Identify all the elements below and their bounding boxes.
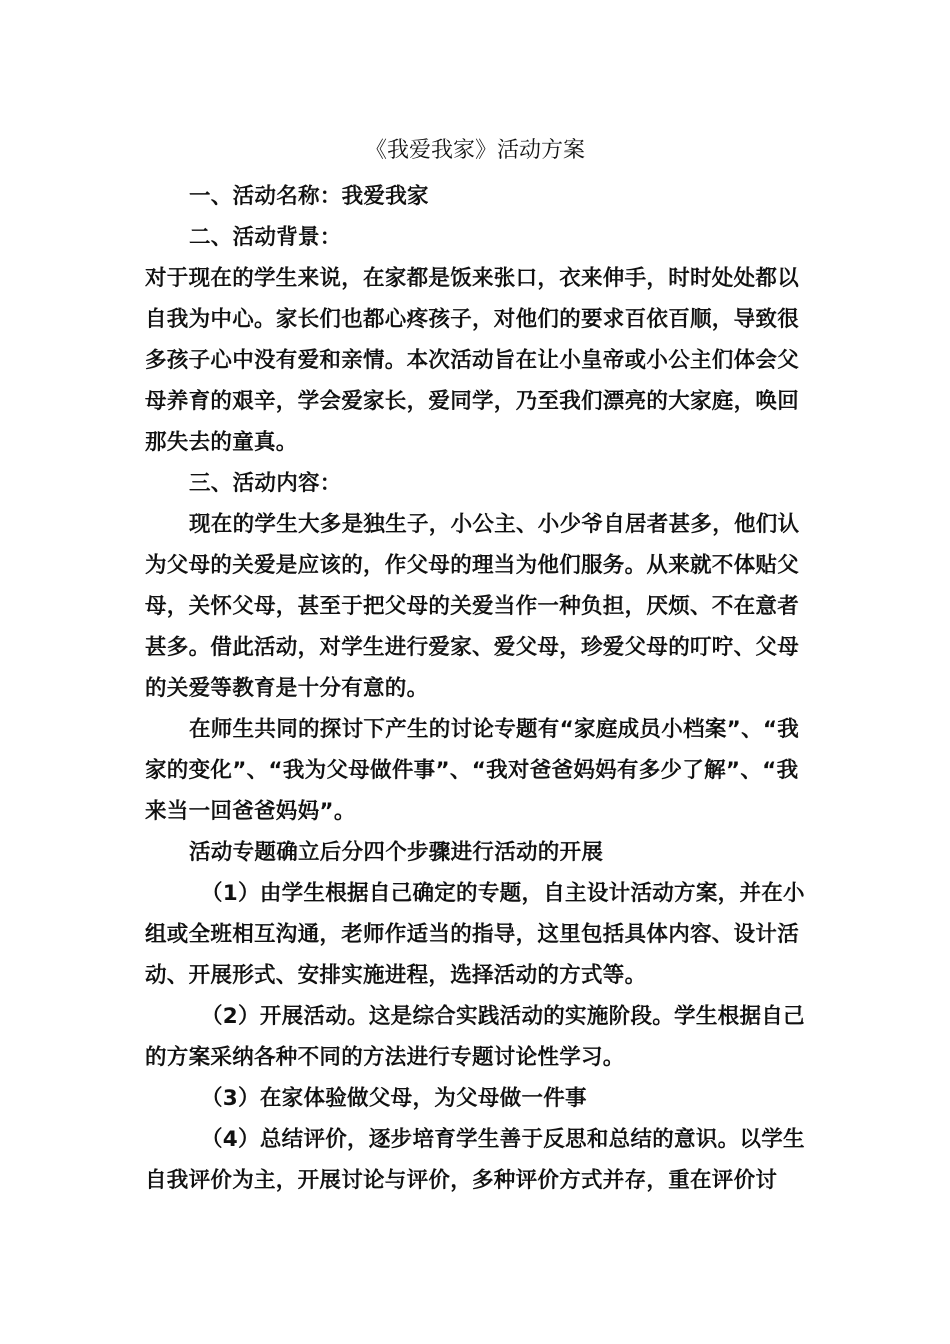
background-paragraph: 对于现在的学生来说，在家都是饭来张口，衣来伸手，时时处处都以自我为中心。家长们也都心疼孩子，对他们的要求百依百顺，导致很多孩子心中没有爱和亲情。本次活动旨在让小皇帝或小公主们体会父母养育的艰辛，学会爱家长，爱同学，乃至我们漂亮的大家庭，唤回那失去的童真。 [145,266,800,455]
step-4-paragraph: （4）总结评价，逐步培育学生善于反思和总结的意识。以学生自我评价为主，开展讨论与评价，多种评价方式并存，重在评价讨 [145,1127,805,1193]
step-2-paragraph: （2）开展活动。这是综合实践活动的实施阶段。学生根据自己的方案采纳各种不同的方法进行专题讨论性学习。 [145,1004,805,1070]
document-title: 《我爱我家》活动方案 [364,138,585,163]
section-heading-background: 二、活动背景： [189,225,342,250]
step-1-paragraph: （1）由学生根据自己确定的专题，自主设计活动方案，并在小组或全班相互沟通，老师作适当的指导，这里包括具体内容、设计活动、开展形式、安排实施进程，选择活动的方式等。 [145,881,805,988]
section-heading-activity-name: 一、活动名称：我爱我家 [189,184,429,209]
step-3-paragraph: （3）在家体验做父母，为父母做一件事 [201,1086,587,1111]
content-paragraph-1: 现在的学生大多是独生子，小公主、小少爷自居者甚多，他们认为父母的关爱是应该的，作父母的理当为他们服务。从来就不体贴父母，关怀父母，甚至于把父母的关爱当作一种负担，厌烦、不在意者甚多。借此活动，对学生进行爱家、爱父母，珍爱父母的叮咛、父母的关爱等教育是十分有意的。 [145,512,800,701]
section-heading-content: 三、活动内容： [189,471,342,496]
content-paragraph-2: 在师生共同的探讨下产生的讨论专题有“家庭成员小档案”、“我家的变化”、“我为父母做件事”、“我对爸爸妈妈有多少了解”、“我来当一回爸爸妈妈”。 [145,717,800,824]
content-paragraph-3: 活动专题确立后分四个步骤进行活动的开展 [189,840,604,865]
document-body [145,176,810,1201]
